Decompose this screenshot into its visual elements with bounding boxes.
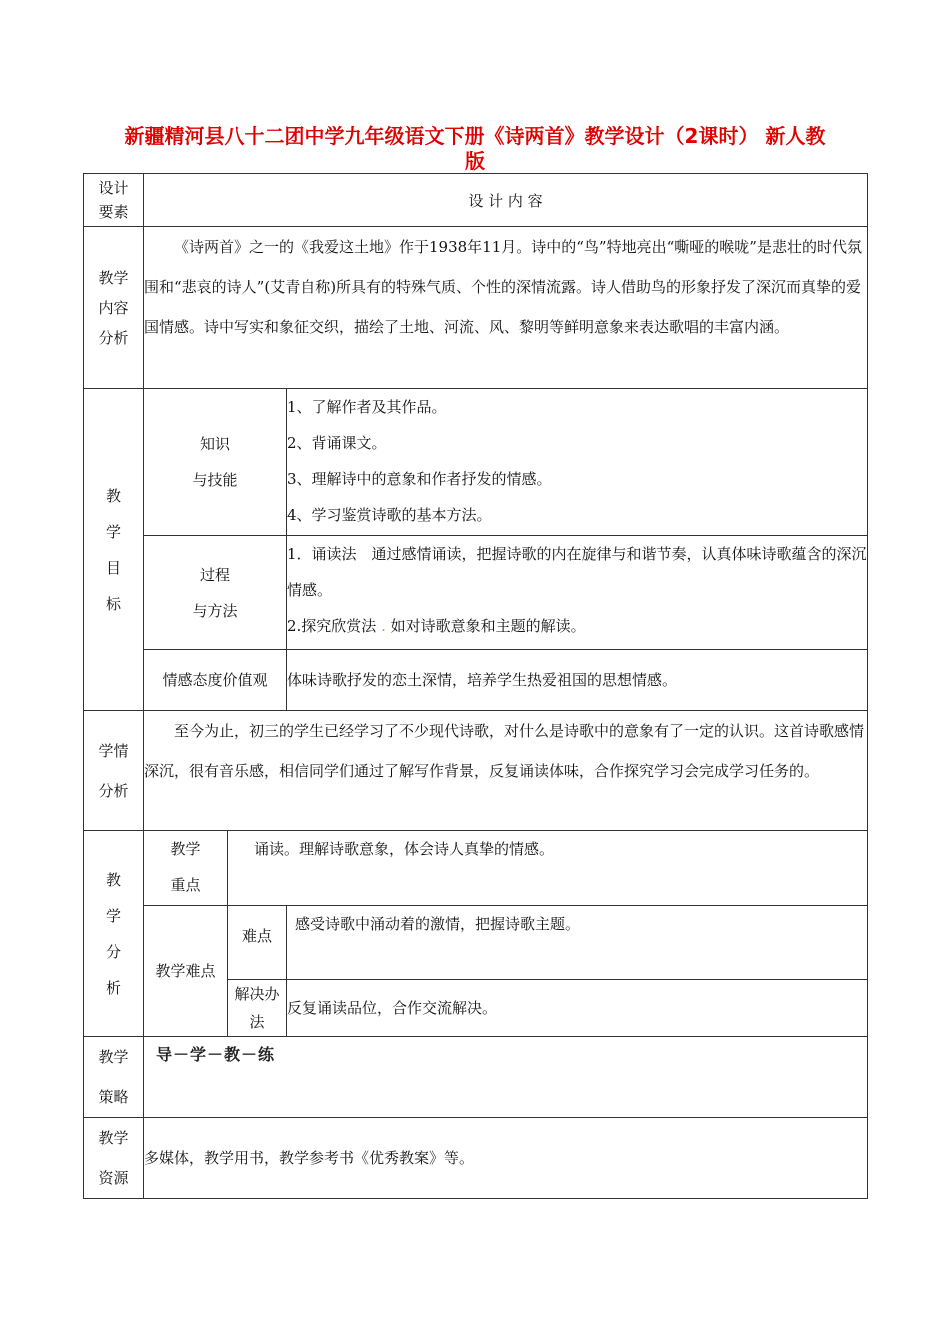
objectives-label: 教 学 目 标 bbox=[84, 389, 144, 711]
knowledge-skills-label: 知识 与技能 bbox=[144, 389, 287, 536]
student-analysis-row bbox=[84, 711, 868, 831]
content-analysis-text: 《诗两首》之一的《我爱这土地》作于1938年11月。诗中的“鸟”特地亮出“嘶哑的喉咙”是悲壮的时代氛围和“悲哀的诗人”(艾青自称)所具有的特殊气质、个性的深情流露。诗人借助鸟的形象抒发了深沉而真挚的爱国情感。诗中写实和象征交织，描绘了土地、河流、风、黎明等鲜明意象来表达歌唱的丰富内涵。 bbox=[144, 227, 868, 389]
header-design-elements: 设计 要素 bbox=[84, 174, 144, 227]
difficulty-sub-label: 难点 bbox=[228, 906, 287, 980]
header-design-content: 设 计 内 容 bbox=[144, 174, 868, 227]
process-item-2: 2.探究欣赏法 . 如对诗歌意象和主题的解读。 bbox=[287, 617, 586, 635]
content-analysis-label: 教学 内容 分析 bbox=[84, 227, 144, 389]
student-analysis-text: 至今为止，初三的学生已经学习了不少现代诗歌，对什么是诗歌中的意象有了一定的认识。这首诗歌感情深沉，很有音乐感，相信同学们通过了解写作背景，反复诵读体味，合作探究学习会完成学习任务的。 bbox=[144, 711, 868, 831]
lesson-plan-table bbox=[83, 173, 868, 1199]
resources-row bbox=[84, 1118, 868, 1199]
strategy-label: 教学 策略 bbox=[84, 1037, 144, 1118]
emotion-values-text: 体味诗歌抒发的恋土深情，培养学生热爱祖国的思想情感。 bbox=[287, 650, 868, 711]
knowledge-item: 1、了解作者及其作品。 bbox=[287, 398, 447, 416]
content-analysis-row bbox=[84, 227, 868, 389]
process-methods-items bbox=[287, 536, 868, 650]
solution-text: 反复诵读品位，合作交流解决。 bbox=[287, 980, 868, 1037]
objectives-knowledge-row bbox=[84, 389, 868, 536]
difficulty-label: 教学难点 bbox=[144, 906, 228, 1037]
difficulty-text: 感受诗歌中涌动着的激情，把握诗歌主题。 bbox=[287, 906, 868, 980]
emotion-values-label: 情感态度价值观 bbox=[144, 650, 287, 711]
objectives-process-row bbox=[84, 536, 868, 650]
process-item-1: 1．诵读法 通过感情诵读，把握诗歌的内在旋律与和谐节奏，认真体味诗歌蕴含的深沉情感。 bbox=[287, 545, 867, 599]
solution-label: 解决办法 bbox=[228, 980, 287, 1037]
objectives-emotion-row bbox=[84, 650, 868, 711]
teaching-key-row bbox=[84, 831, 868, 906]
key-point-text: 诵读。理解诗歌意象，体会诗人真挚的情感。 bbox=[228, 831, 868, 906]
strategy-text: 导－学－教－练 bbox=[144, 1037, 868, 1118]
document-title: 新疆精河县八十二团中学九年级语文下册《诗两首》教学设计（2课时） 新人教版 bbox=[124, 124, 826, 173]
strategy-row bbox=[84, 1037, 868, 1118]
knowledge-item: 3、理解诗中的意象和作者抒发的情感。 bbox=[287, 470, 552, 488]
bullet-dot-icon: . bbox=[381, 617, 386, 635]
teaching-analysis-label: 教 学 分 析 bbox=[84, 831, 144, 1037]
teaching-difficulty-row bbox=[84, 906, 868, 980]
knowledge-item: 4、学习鉴赏诗歌的基本方法。 bbox=[287, 506, 492, 524]
student-analysis-label: 学情 分析 bbox=[84, 711, 144, 831]
resources-label: 教学 资源 bbox=[84, 1118, 144, 1199]
header-row bbox=[84, 174, 868, 227]
knowledge-item: 2、背诵课文。 bbox=[287, 434, 387, 452]
key-point-label: 教学 重点 bbox=[144, 831, 228, 906]
process-methods-label: 过程 与方法 bbox=[144, 536, 287, 650]
resources-text: 多媒体，教学用书，教学参考书《优秀教案》等。 bbox=[144, 1118, 868, 1199]
knowledge-skills-items bbox=[287, 389, 868, 536]
